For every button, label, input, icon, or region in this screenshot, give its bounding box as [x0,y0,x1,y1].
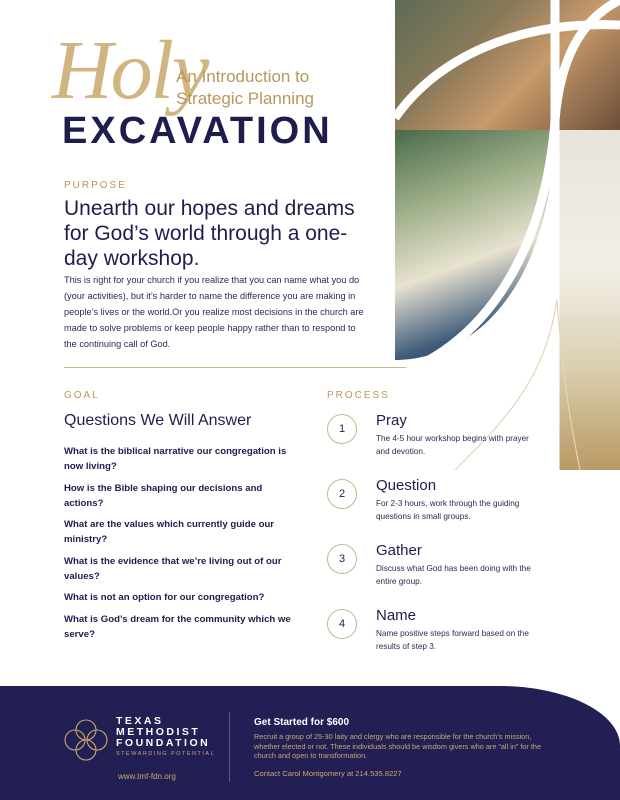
question-item: What is God’s dream for the community which we serve? [64,613,291,640]
step-description: For 2-3 hours, work through the guiding questions in small groups. [376,499,520,521]
step-description: Discuss what God has been doing with the entire group. [376,564,531,586]
question-item: What are the values which currently guide our ministry? [64,519,275,545]
photo-collage [395,0,620,470]
question-item: What is the evidence that we’re living out of our values? [64,555,282,582]
foundation-logo-icon [62,718,110,762]
script-title: Holy [52,24,208,117]
step-number-circle: 2 [327,479,357,509]
foundation-tagline: STEWARDING POTENTIAL [116,751,216,757]
org-line-2: METHODIST [116,726,201,738]
step-number-circle: 1 [327,414,357,444]
website-link[interactable]: www.tmf-fdn.org [118,772,176,781]
footer-divider [229,712,230,782]
process-step [327,412,547,477]
step-title: Gather [376,542,422,559]
step-title: Name [376,607,417,624]
cta-title: Get Started for $600 [254,717,350,728]
decorative-arcs [395,0,620,470]
purpose-label: PURPOSE [64,180,127,191]
question-item: What is the biblical narrative our congregation is now living? [64,446,287,472]
goal-label: GOAL [64,390,100,401]
subtitle-line-1: An Introduction to [176,67,310,86]
process-steps [327,412,547,672]
purpose-body: This is right for your church if you realize that you can name what you do (your activities), but it’s harder to name the difference you are making in people’s lives or the world.Or you realize most decisions in the church are made to solve problems or keep people happy rather than to respond to the continuing call of God. [64,275,364,349]
step-title: Pray [376,412,407,429]
step-description: The 4-5 hour workshop begins with prayer and devotion. [376,434,529,456]
question-list [64,444,304,648]
cta-body: Recruit a group of 25-30 laity and clergy who are responsible for the church’s mission, whether elected or not. These individuals should be wisdom givers who are “all in” for the church and open to transformation. [254,732,542,760]
section-divider [64,367,406,368]
step-description: Name positive steps forward based on the results of step 3. [376,629,529,651]
org-line-3: FOUNDATION [116,737,211,749]
step-title: Question [376,477,437,494]
process-label: PROCESS [327,390,390,401]
org-line-1: TEXAS [116,715,164,727]
step-number-circle: 4 [327,609,357,639]
subtitle-line-2: Strategic Planning [176,89,314,108]
purpose-heading: Unearth our hopes and dreams for God’s world through a one-day workshop. [64,197,355,270]
foundation-name [116,716,210,749]
goal-heading: Questions We Will Answer [64,412,252,429]
question-item: What is not an option for our congregation? [64,592,265,603]
process-step [327,542,547,607]
contact-line: Contact Carol Montgomery at 214.535.8227 [254,769,402,778]
process-step [327,477,547,542]
step-number-circle: 3 [327,544,357,574]
process-step [327,607,547,672]
page-title: EXCAVATION [62,110,333,152]
question-item: How is the Bible shaping our decisions and actions? [64,482,263,509]
subtitle [176,66,314,110]
